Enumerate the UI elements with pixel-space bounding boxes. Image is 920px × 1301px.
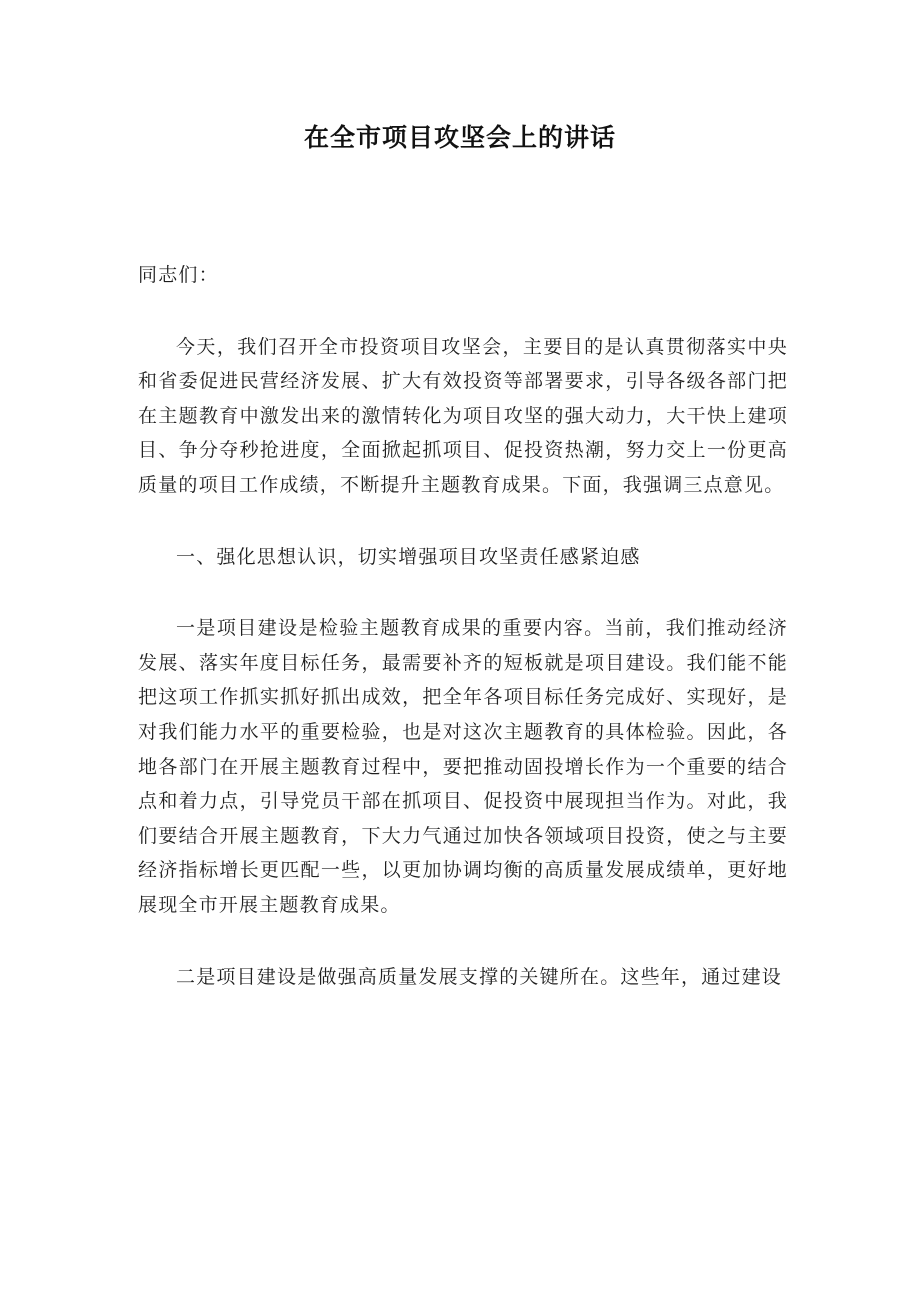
document-title: 在全市项目攻坚会上的讲话 — [303, 123, 616, 152]
salutation: 同志们： — [138, 264, 219, 286]
document-body — [138, 258, 788, 1031]
section-heading-1: 一、强化思想认识，切实增强项目攻坚责任感紧迫感 — [176, 545, 641, 568]
paragraph-point-2: 二是项目建设是做强高质量发展支撑的关键所在。这些年，通过建设 — [176, 965, 783, 988]
paragraph-point-1: 一是项目建设是检验主题教育成果的重要内容。当前，我们推动经济发展、落实年度目标任务，最需要补齐的短板就是项目建设。我们能不能把这项工作抓实抓好抓出成效，把全年各项目标任务完成好、实现好，是对我们能力水平的重要检验，也是对这次主题教育的具体检验。因此，各地各部门在开展主题教育过程中，要把推动固投增长作为一个重要的结合点和着力点，引导党员干部在抓项目、促投资中展现担当作为。对此，我们要结合开展主题教育，下大力气通过加快各领域项目投资，使之与主要经济指标增长更匹配一些，以更加协调均衡的高质量发展成绩单，更好地展现全市开展主题教育成果。 — [138, 617, 788, 916]
paragraph-intro: 今天，我们召开全市投资项目攻坚会，主要目的是认真贯彻落实中央和省委促进民营经济发展、扩大有效投资等部署要求，引导各级各部门把在主题教育中激发出来的激情转化为项目攻坚的强大动力，大干快上建项目、争分夺秒抢进度，全面掀起抓项目、促投资热潮，努力交上一份更高质量的项目工作成绩，不断提升主题教育成果。下面，我强调三点意见。 — [138, 335, 788, 496]
